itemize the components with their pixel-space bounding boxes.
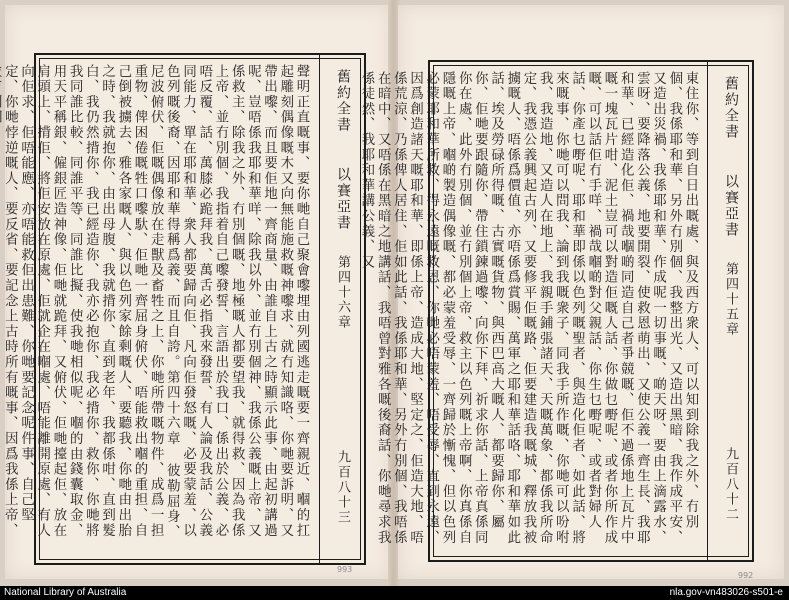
right-page-stamp: 992 — [738, 571, 754, 580]
right-book-title: 舊約全書 — [723, 76, 739, 140]
left-book-title: 舊約全書 — [335, 69, 351, 133]
left-page — [2, 5, 391, 579]
footer-bar — [0, 586, 789, 600]
right-chapter-label: 第四十五章 — [723, 262, 738, 337]
left-chapter-label: 第四十六章 — [335, 255, 350, 330]
right-page-frame — [358, 60, 754, 562]
right-page-margin-column — [707, 62, 752, 560]
right-page — [358, 5, 784, 580]
right-book-subtitle: 以賽亞書 — [723, 174, 739, 238]
footer-library-name: National Library of Australia — [4, 587, 127, 598]
left-page-stamp: 993 — [337, 565, 353, 574]
left-page-body-text: 聲明正直嘅事、要你哋自己聚會嚟埋由列國逃走嘅要一齊親近、嗰的扛起雕刻偶像嘅木又向無能施救嘅神嚟求、就冇知識咯、你哋要訴明、又帶出嚟、而且要佢地一齊商量、由誰自上古之時顯示此事、由起初講過呢、豈唔係我耶和華咩、除我以外、並冇別個神、我係公義嘅上帝、又係救主、除我之外、冇別個嘅、地極嘅人都要望我、就得救、因為我係上帝、並冇別個、我指着自己嚟發誓、言語出於我口、係出於公義、必唔反覆、話、萬膝必跪拜我、萬舌必指我來發誓、有人論及我話、公義同能力、單在耶和華、衆人都要歸向佢、凡向佢發怒嘅、必要蒙羞、以色列嘅後裔、因耶和華得稱爲義、而且自誇。第四十六章 彼勒屈身、尼波俯伏、佢嘅偶像放在走獸及畜牲之上、你哋所帶嘅物件、成爲一担重物、俾困倦嘅牲口嚟馱、佢哋一齊屈身俯伏、唔能救出嗰的重担、自己倒被擄去、雅各家嘅人、與以色列家餘剩嘅人、要聽我、你哋由出胎之時、我就抱你、由出母腹、我就揹你、直到老年、我都係咁、直到髮白、我仍然揹你、我已經造你、我亦必抱你、我必揹你、救你、你哋將我同誰比較、同誰平等、同誰比擬、使我哋相似呢、嗰的由錢囊取金、用天平稱銀、僱銀匠造神像、佢哋就跪拜、又俯伏、佢哋擡起佢、放在肩頭上、揹佢、將佢安放在原處、佢就企在嗰處、唔能離開原處、有人向佢求、佢唔能應、亦唔能救佢出患難、你哋要記念呢件事、自己堅定、你哋悖逆嘅人、要反省、要記念上古時所有嘅事、因爲我係上帝、 — [2, 64, 309, 540]
right-page-number: 九百八十二 — [723, 447, 738, 522]
right-page-body-text: 東住你、等到自日出嘅處、與及西方衆人、可以知到除我之外、冇別個、我係耶和華、另外冇別個、我整出光、又造出黑暗、我作成平安、又造出災禍、我係耶和華、作成呢一切事嘅、啲天呀、要由上滴露水、雲呀、要降落公義、地要開裂、使救恩萌出、又使公義一齊生長、我耶和華、已經造化佢、禍哉嗰啲同造自己者爭競嘅、佢不過係地上瓦片中嘅一塊瓦片咁、泥土豈可以對造佢嘅人話、你做乜嘢呢、或者你所作成嘅、可以話佢冇手咩、禍哉嗰啲對父親話、你生乜嘢呢、或者對婦人話、你產乜嘢呢、耶和華即係以色列嘅聖者、與造化佢者、如此話、將來嘅事、你哋可以問我、論到我嘅衆子、同我手所作嘅、你哋可以吩咐我、我造地、又造人在地上、我親手鋪張諸天、天嘅萬象、都係我所命定、我憑公義興起古列、又要修平佢嘅路、佢要建造我嘅城、釋放我被擄嘅人、唔係爲價值、亦唔係爲賞賜、萬軍之耶和華話咯、耶和華如此話、埃及勞碌所得嘅、古實嘅貨物、與西巴高大嘅人、都要歸你、屬你、佢哋要跟隨你、帶住鎖鍊過嚟、向你下拜、祈求你話、上帝真係同你在處、此外冇別個、並冇別個上帝、救主以色列嘅上帝啊、你真係自隱嘅上帝、嗰啲製造偶像嘅、都必蒙羞受辱、一齊歸於慚愧、但以色列必蒙耶和華所救、得永遠嘅救恩、你哋必唔蒙羞、唔受辱、直到永遠、因爲創造諸天嘅耶和華、即係上帝、造成大地、堅定之、佢造大地、唔係荒涼、乃係俾人居住、佢如此話、我係耶和華、另外冇別個、我唔係在暗中、又唔係在黑暗之地講話、我唔曾對雅各嘅後裔話、你哋尋求我係徒然、我耶和華講公義、又 — [358, 71, 698, 546]
left-book-subtitle: 以賽亞書 — [335, 167, 351, 231]
footer-identifier: nla.gov-vn483026-s501-e — [669, 587, 783, 598]
left-page-number: 九百八十三 — [335, 450, 350, 525]
left-page-frame — [2, 53, 366, 565]
